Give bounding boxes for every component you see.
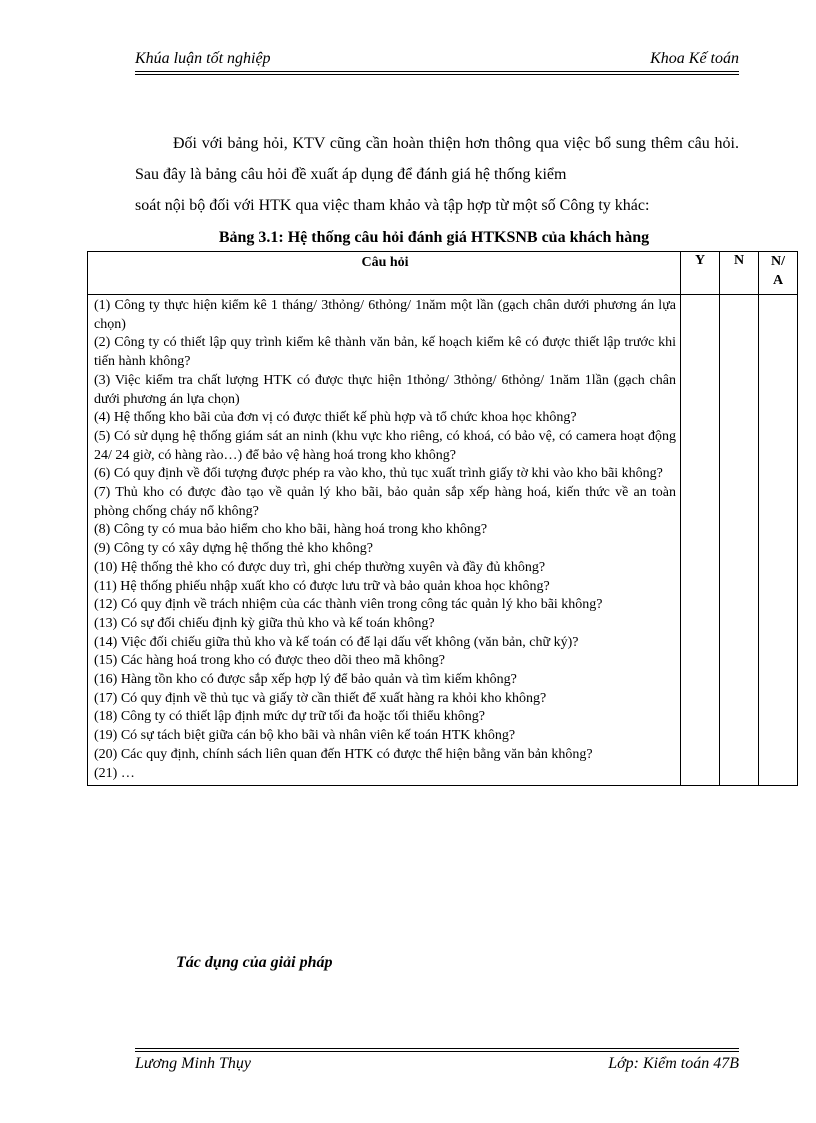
page-header xyxy=(135,50,739,72)
question-list xyxy=(88,295,681,786)
question-item: (1) Công ty thực hiện kiểm kê 1 tháng/ 3thỏng/ 6thỏng/ 1năm một lần (gạch chân dưới phương án lựa chọn) xyxy=(94,298,676,332)
footer-rule xyxy=(135,1048,739,1052)
question-item: (9) Công ty có xây dựng hệ thống thẻ kho không? xyxy=(94,541,373,557)
question-item: (3) Việc kiểm tra chất lượng HTK có được thực hiện 1thỏng/ 3thỏng/ 6thỏng/ 1năm 1lần (gạch chân dưới phương án lựa chọn) xyxy=(94,372,676,407)
no-answer-cell xyxy=(720,295,759,786)
question-item: (14) Việc đối chiếu giữa thủ kho và kế toán có để lại dấu vết không (văn bản, chữ ký)? xyxy=(94,634,579,650)
header-na-line1: N/ xyxy=(771,254,785,269)
header-na xyxy=(759,252,798,295)
question-item: (13) Có sự đối chiếu định kỳ giữa thủ kho và kế toán không? xyxy=(94,615,435,631)
na-answer-cell xyxy=(759,295,798,786)
yes-answer-cell xyxy=(681,295,720,786)
header-question: Câu hỏi xyxy=(88,252,681,295)
header-rule xyxy=(135,71,739,75)
questionnaire-table xyxy=(87,251,798,786)
header-na-line2: A xyxy=(772,273,784,288)
question-item: (10) Hệ thống thẻ kho có được duy trì, ghi chép thường xuyên và đầy đủ không? xyxy=(94,559,546,575)
question-item: (20) Các quy định, chính sách liên quan đến HTK có được thể hiện bằng văn bản không? xyxy=(94,746,593,762)
question-item: (6) Có quy định về đối tượng được phép ra vào kho, thủ tục xuất trình giấy tờ khi vào kho bãi không? xyxy=(94,466,663,482)
question-item: (17) Có quy định về thủ tục và giấy tờ cần thiết để xuất hàng ra khỏi kho không? xyxy=(94,690,547,706)
section-heading: Tác dụng của giải pháp xyxy=(176,954,333,971)
question-item: (2) Công ty có thiết lập quy trình kiểm kê thành văn bản, kế hoạch kiểm kê có được thiết lập trước khi tiến hành không? xyxy=(94,335,676,370)
intro-paragraph xyxy=(135,128,739,221)
question-item: (8) Công ty có mua bảo hiểm cho kho bãi, hàng hoá trong kho không? xyxy=(94,522,488,538)
header-thesis-label: Khúa luận tốt nghiệp xyxy=(135,50,271,67)
question-item: (19) Có sự tách biệt giữa cán bộ kho bãi và nhân viên kế toán HTK không? xyxy=(94,728,516,744)
header-department-label: Khoa Kế toán xyxy=(650,50,739,67)
footer-author: Lương Minh Thụy xyxy=(135,1055,251,1072)
question-item: (16) Hàng tồn kho có được sắp xếp hợp lý để bảo quản và tìm kiếm không? xyxy=(94,672,517,688)
intro-text-last: soát nội bộ đối với HTK qua việc tham khảo và tập hợp từ một số Công ty khác: xyxy=(135,197,650,214)
question-item: (4) Hệ thống kho bãi của đơn vị có được thiết kế phù hợp và tổ chức khoa học không? xyxy=(94,410,577,426)
question-item: (7) Thủ kho có được đào tạo về quản lý kho bãi, bảo quản sắp xếp hàng hoá, kiến thức về an toàn phòng chống cháy nổ không? xyxy=(94,485,676,519)
question-item: (12) Có quy định về trách nhiệm của các thành viên trong công tác quản lý kho bãi không? xyxy=(94,597,603,613)
question-item: (5) Có sử dụng hệ thống giám sát an ninh (khu vực kho riêng, có khoá, có bảo vệ, có camera hoạt động 24/ 24 giờ, có hàng rào…) để bảo vệ hàng hoá trong kho không? xyxy=(94,428,676,463)
question-item: (15) Các hàng hoá trong kho có được theo dõi theo mã không? xyxy=(94,653,445,669)
header-yes: Y xyxy=(681,252,720,295)
table-title: Bảng 3.1: Hệ thống câu hỏi đánh giá HTKSNB của khách hàng xyxy=(218,229,650,246)
question-item: (11) Hệ thống phiếu nhập xuất kho có được lưu trữ và bảo quản khoa học không? xyxy=(94,578,550,594)
question-item: (21) … xyxy=(94,765,135,781)
table-body-row xyxy=(88,295,798,786)
footer-class: Lớp: Kiểm toán 47B xyxy=(608,1055,739,1072)
question-item: (18) Công ty có thiết lập định mức dự trữ tối đa hoặc tối thiểu không? xyxy=(94,709,485,725)
intro-text-main: Đối với bảng hỏi, KTV cũng cần hoàn thiện hơn thông qua việc bổ sung thêm câu hỏi. Sau đây là bảng câu hỏi đề xuất áp dụng để đánh giá hệ thống kiểm xyxy=(135,135,739,183)
table-header-row xyxy=(88,252,798,295)
header-no: N xyxy=(720,252,759,295)
page-footer xyxy=(135,1055,739,1077)
